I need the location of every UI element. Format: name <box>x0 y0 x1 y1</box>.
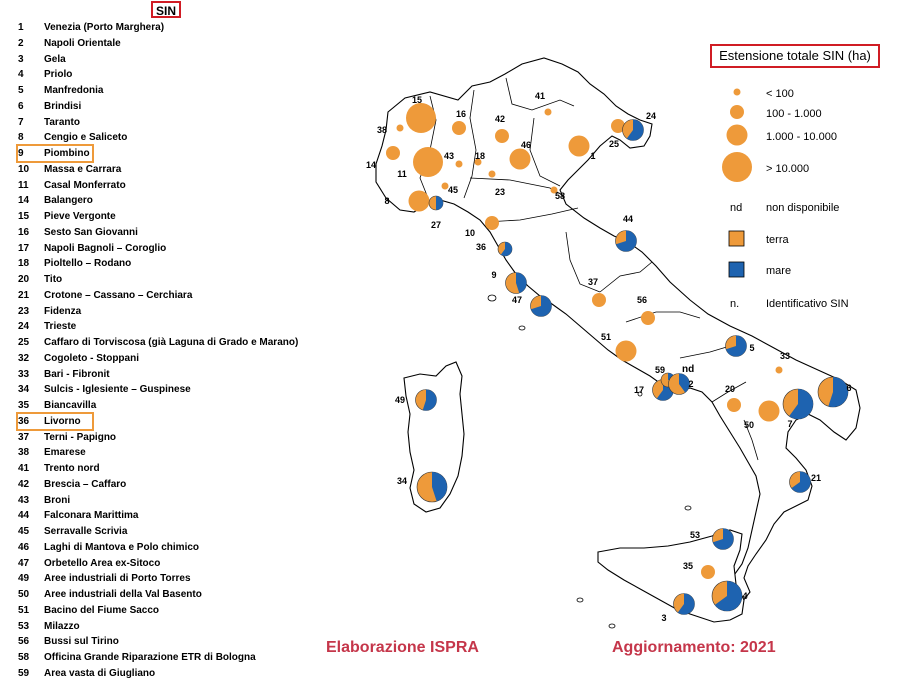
sin-list-item <box>18 461 328 476</box>
marker-terra <box>406 103 436 133</box>
marker-label: 56 <box>636 295 648 305</box>
sin-name: Aree industriali di Porto Torres <box>44 573 191 585</box>
marker-terra <box>452 121 466 135</box>
sin-id: 42 <box>18 478 30 490</box>
marker-terra <box>759 401 780 422</box>
sin-list-item <box>18 162 328 177</box>
sin-list-item <box>18 477 328 492</box>
sin-id: 46 <box>18 541 30 553</box>
sin-list-item <box>18 382 328 397</box>
sin-id: 45 <box>18 526 30 537</box>
marker-terra <box>701 565 715 579</box>
sin-marker <box>783 389 813 429</box>
marker-label: 6 <box>846 383 852 393</box>
sin-id: 56 <box>18 636 30 648</box>
sin-id: 38 <box>18 447 30 459</box>
legend-mare-swatch <box>729 262 744 277</box>
marker-label: 23 <box>494 187 506 197</box>
sin-list-item <box>18 115 328 130</box>
sin-name: Cengio e Saliceto <box>44 132 128 144</box>
sin-name: Laghi di Mantova e Polo chimico <box>44 541 200 553</box>
sin-name: Bussi sul Tirino <box>44 636 119 648</box>
sin-list-item <box>18 304 328 319</box>
sin-id: 41 <box>18 463 30 474</box>
sin-name: Trieste <box>44 321 77 333</box>
legend-nd-symbol: nd <box>730 202 743 214</box>
sin-list-item <box>18 587 328 602</box>
sin-id: 10 <box>18 163 30 175</box>
sin-name: Bacino del Fiume Sacco <box>44 604 160 616</box>
sin-list-item <box>18 52 328 67</box>
sin-list-item <box>18 603 328 618</box>
sin-name: Falconara Marittima <box>44 510 139 522</box>
sin-list-item <box>18 36 328 51</box>
sin-name: Gela <box>44 53 66 65</box>
sin-id: 5 <box>18 85 24 96</box>
marker-label: 38 <box>376 125 388 135</box>
sin-id: 23 <box>18 305 30 317</box>
sin-name: Cogoleto - Stoppani <box>44 352 139 364</box>
sin-name: Casal Monferrato <box>44 179 126 191</box>
sin-name: Aree industriali della Val Basento <box>44 589 202 600</box>
sin-marker <box>397 472 447 502</box>
sin-list-item <box>18 619 328 634</box>
marker-label: 25 <box>608 139 620 149</box>
sin-name: Priolo <box>44 69 73 81</box>
marker-terra <box>413 147 443 177</box>
marker-terra <box>776 367 783 374</box>
sin-name: Venezia (Porto Marghera) <box>44 22 165 33</box>
sin-id: 53 <box>18 620 30 632</box>
marker-label: 34 <box>396 476 408 486</box>
marker-terra <box>456 161 463 168</box>
sin-id: 9 <box>18 148 24 159</box>
sin-list-item <box>18 20 328 35</box>
sin-name: Livorno <box>44 415 81 427</box>
marker-terra <box>386 146 400 160</box>
sin-list-item <box>18 351 328 366</box>
sin-name: Bari - Fibronit <box>44 368 110 380</box>
legend-title: Estensione totale SIN (ha) <box>710 44 880 68</box>
sin-list-item <box>18 67 328 82</box>
marker-label: 47 <box>511 295 523 305</box>
sin-name: Broni <box>44 494 71 506</box>
sin-id: 35 <box>18 400 30 411</box>
sin-id: 7 <box>18 116 24 128</box>
credit-update-label: Aggiornamento: <box>612 639 736 656</box>
sin-id: 14 <box>18 195 30 207</box>
sin-list-item <box>18 130 328 145</box>
marker-label: 17 <box>633 385 645 395</box>
sin-list-item <box>18 335 328 350</box>
sin-id: 49 <box>18 573 30 585</box>
marker-terra <box>397 125 404 132</box>
sin-list-item <box>18 178 328 193</box>
sin-id: 47 <box>18 557 30 569</box>
credit-update <box>612 639 776 657</box>
sin-name: Napoli Bagnoli – Coroglio <box>44 242 167 254</box>
marker-label: 15 <box>411 95 423 105</box>
sin-id: 36 <box>18 415 30 427</box>
legend-nd-label: non disponibile <box>766 202 840 214</box>
sin-name: Piombino <box>44 148 90 159</box>
marker-terra <box>569 136 590 157</box>
legend <box>722 88 849 310</box>
marker-terra <box>545 109 552 116</box>
sin-list-item <box>18 414 92 429</box>
sin-list-item <box>18 430 328 445</box>
sin-name: Brindisi <box>44 100 82 112</box>
sin-marker <box>429 196 443 230</box>
sin-id: 20 <box>18 274 30 285</box>
sin-name: Area vasta di Giugliano <box>44 667 156 679</box>
legend-size-label-4: > 10.000 <box>766 163 810 175</box>
marker-label: 11 <box>397 169 407 179</box>
sin-id: 17 <box>18 242 30 254</box>
marker-label: 3 <box>661 613 667 623</box>
marker-label: 9 <box>491 270 497 280</box>
sin-name: Pioltello – Rodano <box>44 258 132 270</box>
legend-size-4 <box>722 152 752 182</box>
marker-label: 51 <box>600 332 612 342</box>
sin-list-item <box>18 225 328 240</box>
marker-label: 14 <box>365 160 377 170</box>
sin-list-item <box>18 666 328 681</box>
sin-list-item <box>18 367 328 382</box>
sin-marker <box>790 472 822 493</box>
marker-label: 18 <box>474 151 486 161</box>
sin-id: 50 <box>18 589 30 600</box>
legend-size-2 <box>730 105 744 119</box>
sin-name: Balangero <box>44 195 93 207</box>
marker-label: 35 <box>682 561 694 571</box>
sin-name: Crotone – Cassano – Cerchiara <box>44 289 193 301</box>
marker-label: 59 <box>654 365 666 375</box>
sin-id: 51 <box>18 604 30 616</box>
marker-label: 44 <box>622 214 634 224</box>
sin-id: 1 <box>18 22 24 33</box>
sin-id: 4 <box>18 69 24 81</box>
marker-label: 58 <box>554 191 566 201</box>
sin-name: Officina Grande Riparazione ETR di Bologna <box>44 652 256 663</box>
marker-terra <box>510 149 531 170</box>
sin-id: 32 <box>18 352 30 364</box>
sin-name: Trento nord <box>44 463 100 474</box>
marker-label: 37 <box>587 277 599 287</box>
legend-size-label-2: 100 - 1.000 <box>766 108 822 120</box>
sin-id: 21 <box>18 289 30 301</box>
marker-label: 46 <box>520 140 532 150</box>
marker-label: 41 <box>534 91 546 101</box>
sin-id: 37 <box>18 431 30 443</box>
sin-name: Caffaro di Torviscosa (già Laguna di Grado e Marano) <box>44 337 299 348</box>
legend-mare-label: mare <box>766 265 792 277</box>
marker-terra <box>616 341 637 362</box>
sin-list-item <box>18 319 328 334</box>
sin-name: Emarese <box>44 447 86 459</box>
sin-id: 16 <box>18 226 30 238</box>
sin-id: 44 <box>18 510 30 522</box>
sin-list-item <box>18 272 328 287</box>
marker-terra <box>409 191 430 212</box>
sin-name: Tito <box>44 274 63 285</box>
sin-id: 15 <box>18 211 30 222</box>
sin-list-item <box>18 445 328 460</box>
marker-label: 42 <box>494 114 506 124</box>
sin-header: SIN <box>151 1 181 18</box>
sin-id: 24 <box>18 321 30 333</box>
sin-list-item <box>18 556 328 571</box>
sin-list-item <box>18 99 328 114</box>
sin-id: 18 <box>18 258 30 270</box>
sin-id: 3 <box>18 53 24 65</box>
marker-label: 53 <box>689 530 701 540</box>
sin-list-item <box>18 508 328 523</box>
sin-marker <box>512 295 552 317</box>
marker-label: 5 <box>749 343 755 353</box>
sin-name: Biancavilla <box>44 400 97 411</box>
sin-id: 34 <box>18 384 30 396</box>
marker-label: 20 <box>724 384 736 394</box>
sin-name: Manfredonia <box>44 85 104 96</box>
sin-id: 2 <box>18 37 24 49</box>
sin-list-item <box>18 241 328 256</box>
legend-size-1 <box>734 89 741 96</box>
legend-size-label-3: 1.000 - 10.000 <box>766 131 837 143</box>
sin-id: 59 <box>18 667 30 679</box>
sin-id: 8 <box>18 132 24 144</box>
marker-terra <box>495 129 509 143</box>
marker-label: 7 <box>787 419 793 429</box>
legend-terra-swatch <box>729 231 744 246</box>
sin-id: 33 <box>18 368 30 380</box>
marker-terra <box>641 311 655 325</box>
sin-name: Terni - Papigno <box>44 431 117 443</box>
sin-list-item <box>18 398 328 413</box>
sin-list-item <box>18 634 328 649</box>
marker-label: 21 <box>810 473 822 483</box>
marker-label: 4 <box>742 591 748 601</box>
marker-label: 33 <box>779 351 791 361</box>
sin-name: Fidenza <box>44 305 82 317</box>
sin-id: 11 <box>18 179 29 191</box>
sin-id: 43 <box>18 494 30 506</box>
marker-label: 8 <box>384 196 390 206</box>
sin-name: Sulcis - Iglesiente – Guspinese <box>44 384 191 396</box>
sin-name: Serravalle Scrivia <box>44 526 128 537</box>
legend-id-symbol: n. <box>730 298 740 310</box>
marker-terra <box>489 171 496 178</box>
sin-marker <box>616 214 637 252</box>
legend-terra-label: terra <box>766 234 789 246</box>
sin-list-item <box>18 209 328 224</box>
sin-name: Napoli Orientale <box>44 37 121 49</box>
legend-id-label: Identificativo SIN <box>766 298 849 310</box>
sin-id: 25 <box>18 337 30 348</box>
credit-update-year: 2021 <box>740 639 776 656</box>
sin-list-item <box>18 256 328 271</box>
sin-list-item <box>18 571 328 586</box>
legend-size-3 <box>727 125 748 146</box>
sin-id: 6 <box>18 100 24 112</box>
sin-name: Massa e Carrara <box>44 163 122 175</box>
sin-list-item <box>18 83 328 98</box>
marker-terra <box>485 216 499 230</box>
sin-name: Brescia – Caffaro <box>44 478 127 490</box>
credit-source: Elaborazione ISPRA <box>326 639 479 656</box>
marker-label: 43 <box>443 151 455 161</box>
sin-list-item <box>18 288 328 303</box>
sin-list-item <box>18 524 328 539</box>
marker-label: 49 <box>394 395 406 405</box>
sin-list-item <box>18 540 328 555</box>
marker-nd-label: nd <box>682 364 695 375</box>
sin-name: Pieve Vergonte <box>44 211 116 222</box>
sin-name: Orbetello Area ex-Sitoco <box>44 557 161 569</box>
marker-label: 2 <box>688 379 694 389</box>
marker-label: 36 <box>475 242 487 252</box>
sin-list-item <box>18 193 328 208</box>
marker-terra <box>727 398 741 412</box>
sin-name: Sesto San Giovanni <box>44 226 138 238</box>
sin-id: 58 <box>18 652 30 663</box>
sin-list-item <box>18 650 328 665</box>
marker-label: 10 <box>464 228 476 238</box>
sin-name: Milazzo <box>44 620 80 632</box>
sin-list-item <box>18 493 328 508</box>
marker-label: 24 <box>645 111 657 121</box>
legend-size-label-1: < 100 <box>766 88 794 100</box>
sin-name: Taranto <box>44 116 80 128</box>
marker-label: 16 <box>455 109 467 119</box>
marker-label: 45 <box>447 185 459 195</box>
marker-terra <box>592 293 606 307</box>
sin-marker <box>476 242 512 256</box>
marker-label: 50 <box>743 420 755 430</box>
marker-label: 27 <box>430 220 442 230</box>
sin-list-item <box>18 146 92 161</box>
marker-label: 1 <box>590 151 596 161</box>
